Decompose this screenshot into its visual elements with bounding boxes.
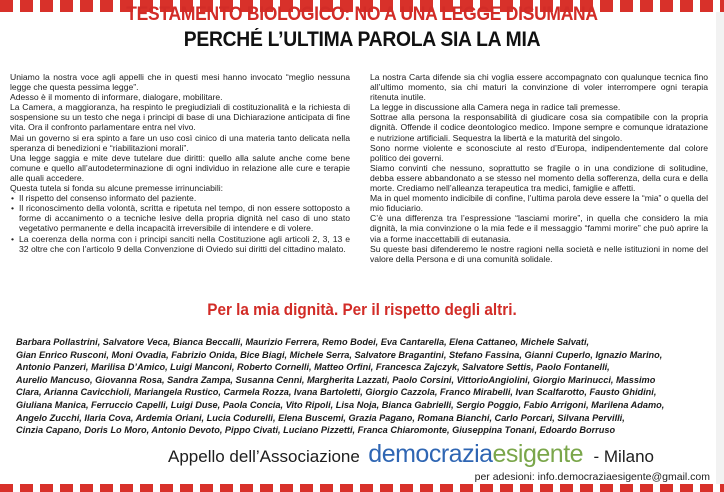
premises-list [10, 193, 350, 254]
paragraph: La Camera, a maggioranza, ha respinto le pregiudiziali di costituzionalità e la richiesta di sospensione su un testo che nega i principi di base di una Dichiarazione anticipata di fine vita. Ora il confronto parlamentare entra nel vivo. [10, 102, 350, 133]
paragraph: Uniamo la nostra voce agli appelli che in questi mesi hanno invocato “meglio nessuna legge che questa pessima legge”. [10, 72, 350, 93]
paragraph: La nostra Carta difende sia chi voglia essere accompagnato con qualunque tecnica fino all’ultimo momento, sia chi maturi la convinzione di voler interrompere ogni terapia ritenuta inutile. [370, 72, 708, 103]
headline-title: TESTAMENTO BIOLOGICO: NO A UNA LEGGE DISUMANA [126, 4, 598, 25]
signers-line: Cinzia Capano, Doris Lo Moro, Antonio Devoto, Pippo Civati, Luciano Pizzetti, Franca Chiaromonte, Giuseppina Tonani, Edoardo Borruso [16, 425, 616, 436]
signers-line: Aurelio Mancuso, Giovanna Rosa, Sandra Zampa, Susanna Cenni, Margherita Lazzati, Paolo Corsini, VittorioAngiolini, Giorgio Marinucci, Massimo [16, 374, 656, 385]
headline-subtitle: PERCHÉ L’ULTIMA PAROLA SIA LA MIA [183, 28, 541, 51]
paragraph: Adesso è il momento di informare, dialogare, mobilitare. [10, 92, 223, 103]
paragraph: Su queste basi difenderemo le nostre ragioni nella società e nelle istituzioni in nome del valore della Persona e di una comunità solidale. [370, 243, 708, 264]
signers-line: Angelo Zucchi, Ilaria Cova, Ardemia Oriani, Lucia Codurelli, Elena Buscemi, Grazia Pagano, Romana Bianchi, Carlo Porcari, Silvana Pervilli, [16, 412, 625, 423]
paragraph: Siamo convinti che nessuno, soprattutto se fragile o in una condizione di solitudine, debba essere abbandonato a se stesso nel momento della sofferenza, della cura e della morte. Crediamo nell’alleanza terapeutica tra medici, famiglie e affetti. [370, 162, 708, 194]
list-item: • Il riconoscimento della volontà, scritta e ripetuta nel tempo, di non essere sottoposto a forme di accanimento o a tecniche lesive della propria dignità nel caso di uno stato vegetativo permanente e della incapacità irreversibile di intendere e di volere. [19, 203, 350, 233]
signers-line: Antonio Panzeri, Marilisa D’Amico, Luigi Manconi, Roberto Cornelli, Matteo Orfini, Francesca Zajczyk, Salvatore Settis, Paolo Fontanelli, [16, 362, 610, 373]
signers-line: Gian Enrico Rusconi, Moni Ovadia, Fabrizio Onida, Bice Biagi, Michele Serra, Salvatore Bragantini, Stefano Fassina, Gianni Cuperlo, Ignazio Marino, [16, 349, 663, 360]
brand-logo-esigente: esigente [492, 440, 584, 468]
brand-logo-democrazia: democrazia [368, 440, 493, 468]
paragraph: Sono norme violente e sconosciute al resto d’Europa, indipendentemente dal colore politico dei governi. [370, 142, 708, 163]
paragraph: C’è una differenza tra l’espressione “lasciami morire”, in quella che considero la mia dignità, la mia convinzione o la mia fede e il messaggio “fammi morire” che può aprire la via a forme inaccettabili di eutanasia. [370, 213, 708, 244]
list-item: • Il rispetto del consenso informato del paziente. [19, 193, 350, 203]
text-column-right [370, 72, 708, 264]
text-column-left [10, 72, 350, 254]
slogan: Per la mia dignità. Per il rispetto degli altri. [207, 300, 517, 319]
footer-lead-text: Appello dell’Associazione [168, 447, 360, 466]
signers-line: Clara, Arianna Cavicchioli, Mariangela Rustico, Carmela Rozza, Ivana Bartoletti, Giorgio Cazzola, Franco Mirabelli, Ivan Scalfarotto, Fausto Ghidini, [16, 387, 657, 398]
paragraph: La legge in discussione alla Camera nega in radice tali premesse. [370, 102, 621, 113]
paragraph: Sottrae alla persona la responsabilità di giudicare cosa sia compatibile con la propria dignità. Offende il codice deontologico medico. Impone sempre e comunque idratazione e nutrizione artificiali. Sequestra la libertà e la maturità del singolo. [370, 112, 708, 143]
signers-list [16, 336, 710, 437]
list-item: • La coerenza della norma con i principi sanciti nella Costituzione agli articoli 2, 3, 13 e 32 oltre che con l’articolo 9 della Convenzione di Oviedo sui diritti del cittadino malato. [19, 234, 350, 254]
paragraph: Una legge saggia e mite deve tutelare due diritti: quello alla salute anche come bene comune e quello all’autodeterminazione di ogni individuo in relazione alle cure e terapie alle quali accedere. [10, 152, 350, 183]
signers-line: Giuliana Manica, Ferruccio Capelli, Luigi Duse, Paola Concia, Vito Ripoli, Lisa Noja, Bianca Gabrielli, Sergio Poggio, Fabio Arrigoni, Marilena Adamo, [16, 399, 665, 410]
paragraph: Mai un governo si era spinto a fare un uso così cinico di una materia tanto delicata nella speranza di benedizioni e “riabilitazioni morali”. [10, 132, 350, 153]
paragraph: Questa tutela si fonda su alcune premesse irrinunciabili: [10, 183, 224, 194]
signers-line: Barbara Pollastrini, Salvatore Veca, Bianca Beccalli, Maurizio Ferrera, Remo Bodei, Eva Cantarella, Elena Cattaneo, Michele Salvati, [16, 337, 590, 347]
bottom-stripe-border [0, 484, 724, 492]
footer-appeal [168, 440, 708, 470]
paragraph: Ma in quel momento indicibile di confine, l’ultima parola deve essere la “mia” o quella del mio fiduciario. [370, 193, 708, 214]
page-edge-shadow [716, 12, 724, 484]
contact-email: per adesioni: info.democraziaesigente@gmail.com [474, 471, 710, 483]
footer-city: - Milano [593, 447, 654, 466]
